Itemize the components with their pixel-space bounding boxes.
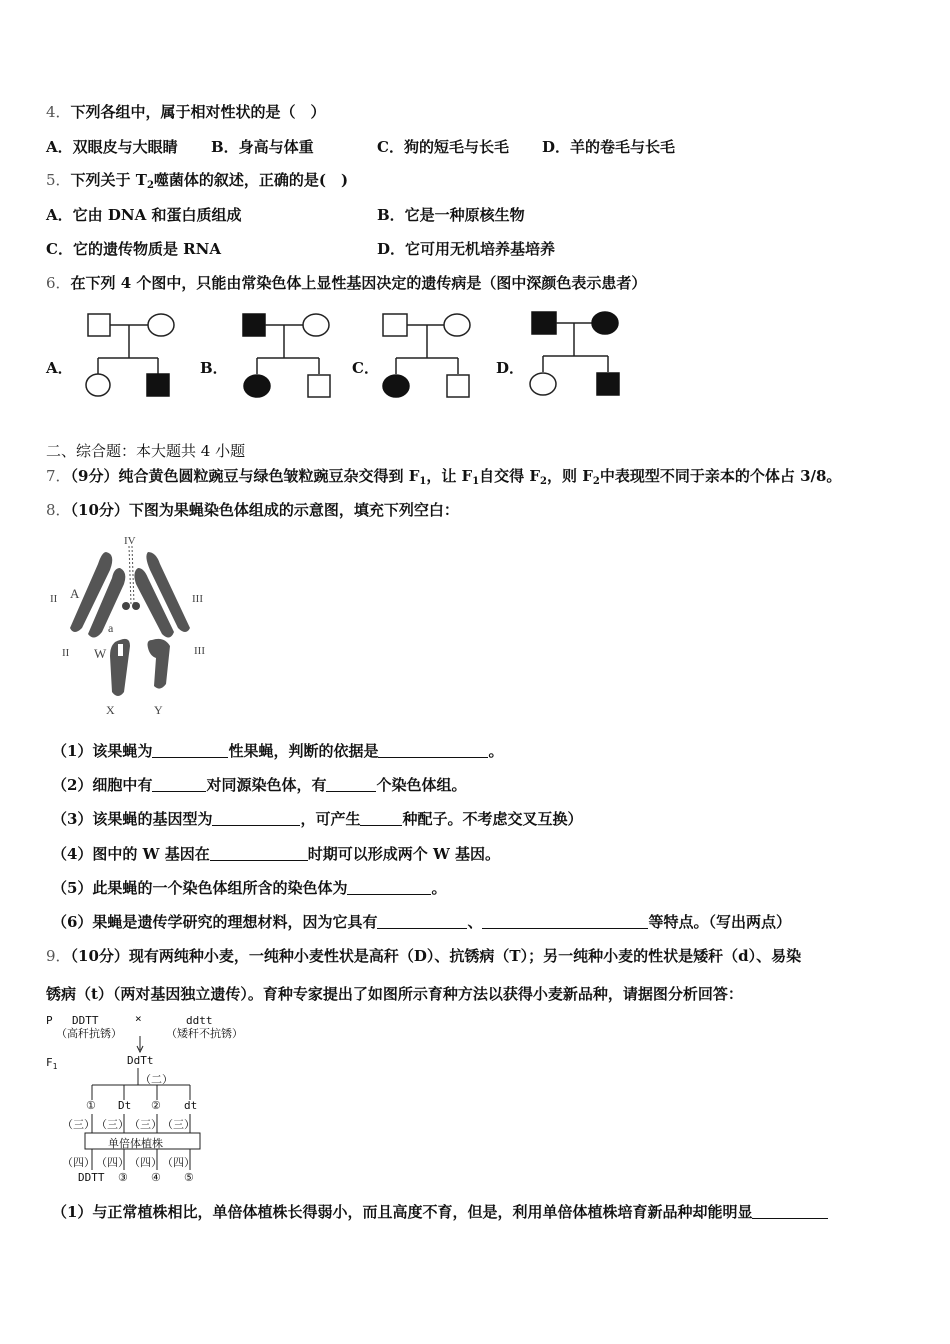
result-1: DDTT xyxy=(78,1171,105,1184)
diagram-f1-label xyxy=(46,1056,57,1071)
answer-blank[interactable] xyxy=(212,810,300,826)
q8-sub-4 xyxy=(52,844,500,864)
q9-stem-line-1 xyxy=(46,946,801,966)
diagram-parent-2: ddtt xyxy=(186,1014,213,1027)
answer-blank[interactable] xyxy=(152,776,206,792)
q7-text xyxy=(46,466,841,492)
q9-s1-text: （1）与正常植株相比，单倍体植株长得弱小，而且高度不育，但是，利用单倍体植株培育新品种却能明显 xyxy=(52,1203,753,1221)
q7-part-5: 中表现型不同于亲本的个体占 3/8。 xyxy=(599,467,842,485)
step-4-b: （四） xyxy=(96,1156,129,1169)
q4-stem xyxy=(46,102,326,122)
q6-number: 6． xyxy=(46,274,71,292)
pedigree-b xyxy=(240,310,340,402)
q8-stem xyxy=(46,500,459,520)
result-4: ⑤ xyxy=(184,1171,194,1184)
q7-number: 7． xyxy=(46,467,71,485)
q8-sub-3 xyxy=(52,809,582,829)
q4-option-a: A．双眼皮与大眼睛 xyxy=(46,138,178,156)
q5-option-a: A．它由 DNA 和蛋白质组成 xyxy=(46,206,242,224)
answer-blank[interactable] xyxy=(378,742,488,758)
f1-text: F xyxy=(46,1056,53,1069)
answer-blank[interactable] xyxy=(347,879,431,895)
q4-text: 下列各组中，属于相对性状的是（ ） xyxy=(70,103,326,121)
haploid-plant-box: 单倍体植株 xyxy=(108,1137,163,1150)
q6-label-b: B． xyxy=(200,359,228,377)
q8-sub-6 xyxy=(52,912,791,932)
q7-part-1: （9分）纯合黄色圆粒豌豆与绿色皱粒豌豆杂交得到 F xyxy=(70,467,420,485)
q8-text: （10分）下图为果蝇染色体组成的示意图，填充下列空白： xyxy=(70,501,459,519)
answer-blank[interactable] xyxy=(482,913,648,929)
diagram-p-label: P xyxy=(46,1014,53,1027)
q5-number: 5． xyxy=(46,171,71,189)
gamete-2: Dt xyxy=(118,1099,132,1112)
answer-blank[interactable] xyxy=(152,742,228,758)
q6-text: 在下列 4 个图中，只能由常染色体上显性基因决定的遗传病是（图中深颜色表示患者） xyxy=(70,274,647,292)
q8-sub-5 xyxy=(52,878,446,898)
q5-text-a: 下列关于 T xyxy=(70,171,147,189)
q8-s6-text-b: 、 xyxy=(467,913,483,931)
pedigree-a xyxy=(85,310,185,402)
q5-option-d: D．它可用无机培养基培养 xyxy=(377,240,556,258)
q7-part-3: 自交得 F xyxy=(479,467,541,485)
q8-s2-text-b: 对同源染色体，有 xyxy=(206,776,327,794)
diagram-cross: × xyxy=(135,1012,142,1025)
label-allele-a-upper: A xyxy=(70,586,80,601)
q8-s2-text-a: （2）细胞中有 xyxy=(52,776,153,794)
q4-option-d: D．羊的卷毛与长毛 xyxy=(542,138,676,156)
q5-option-c: C．它的遗传物质是 RNA xyxy=(46,240,221,258)
gamete-4: dt xyxy=(184,1099,198,1112)
q7-sub-1: 1 xyxy=(419,476,427,487)
q8-s1-text-c: 。 xyxy=(488,742,504,760)
q5-option-b: B．它是一种原核生物 xyxy=(377,206,525,224)
diagram-parent-1-note: （高秆抗锈） xyxy=(56,1027,122,1040)
gamete-3: ② xyxy=(151,1099,161,1112)
label-x-chromosome: X xyxy=(106,703,115,717)
q7-sub-2: 1 xyxy=(472,476,480,487)
q7-sub-3: 2 xyxy=(540,476,548,487)
answer-blank[interactable] xyxy=(377,913,467,929)
q6-label-a: A． xyxy=(46,359,73,377)
q8-sub-1 xyxy=(52,741,503,761)
q8-sub-2 xyxy=(52,775,466,795)
f1-subscript: 1 xyxy=(52,1062,58,1071)
answer-blank[interactable] xyxy=(326,776,376,792)
q5-text-b: 噬菌体的叙述，正确的是( ) xyxy=(153,171,349,189)
diagram-parent-2-note: （矮秆不抗锈） xyxy=(166,1027,243,1040)
step-4-c: （四） xyxy=(129,1156,162,1169)
q6-label-d: D． xyxy=(496,359,525,377)
fruit-fly-chromosome-figure xyxy=(44,532,224,717)
result-2: ③ xyxy=(118,1171,128,1184)
q8-s3-text-b: ，可产生 xyxy=(300,810,361,828)
q5-stem xyxy=(46,170,348,196)
label-y-chromosome: Y xyxy=(154,703,163,717)
label-ii-bottom: II xyxy=(62,647,70,659)
label-ii-top: II xyxy=(50,593,58,605)
label-iii-top: III xyxy=(192,593,203,605)
q8-s3-text-a: （3）该果蝇的基因型为 xyxy=(52,810,213,828)
label-iv: IV xyxy=(124,535,136,547)
q8-s4-text-a: （4）图中的 W 基因在 xyxy=(52,845,210,863)
q8-s1-text-b: 性果蝇，判断的依据是 xyxy=(228,742,379,760)
answer-blank[interactable] xyxy=(752,1203,828,1219)
label-gene-w: W xyxy=(94,646,107,661)
step-3-d: （三） xyxy=(162,1118,195,1131)
label-iii-bottom: III xyxy=(194,645,205,657)
q7-part-4: ，则 F xyxy=(547,467,593,485)
step-4-a: （四） xyxy=(62,1156,95,1169)
result-3: ④ xyxy=(151,1171,161,1184)
q8-s3-text-c: 种配子。不考虑交叉互换） xyxy=(402,810,583,828)
label-allele-a-lower: a xyxy=(108,621,114,635)
gamete-1: ① xyxy=(86,1099,96,1112)
q8-s6-text-c: 等特点。（写出两点） xyxy=(648,913,791,931)
q8-s4-text-b: 时期可以形成两个 W 基因。 xyxy=(307,845,501,863)
diagram-parent-1: DDTT xyxy=(72,1014,99,1027)
pedigree-d xyxy=(528,306,628,398)
q8-s5-text-b: 。 xyxy=(431,879,447,897)
diagram-f1-genotype: DdTt xyxy=(127,1054,154,1067)
q8-s6-text-a: （6）果蝇是遗传学研究的理想材料，因为它具有 xyxy=(52,913,378,931)
step-4-d: （四） xyxy=(162,1156,195,1169)
pedigree-c xyxy=(380,310,480,402)
q6-label-c: C． xyxy=(352,359,379,377)
step-3-b: （三） xyxy=(96,1118,129,1131)
q5-subscript: 2 xyxy=(146,180,154,191)
diagram-step-2: （二） xyxy=(140,1073,173,1086)
q8-s5-text-a: （5）此果蝇的一个染色体组所含的染色体为 xyxy=(52,879,348,897)
answer-blank[interactable] xyxy=(360,810,402,826)
q6-stem xyxy=(46,273,646,293)
q4-option-c: C．狗的短毛与长毛 xyxy=(377,138,509,156)
q8-s2-text-c: 个染色体组。 xyxy=(376,776,467,794)
answer-blank[interactable] xyxy=(210,845,308,861)
q8-number: 8． xyxy=(46,501,71,519)
q8-s1-text-a: （1）该果蝇为 xyxy=(52,742,153,760)
q4-option-b: B．身高与体重 xyxy=(211,138,314,156)
step-3-a: （三） xyxy=(62,1118,95,1131)
q7-part-2: ，让 F xyxy=(426,467,473,485)
q9-text-1: （10分）现有两纯种小麦，一纯种小麦性状是高秆（D）、抗锈病（T）；另一纯种小麦的性状是矮秆（d）、易染 xyxy=(70,947,802,965)
step-3-c: （三） xyxy=(129,1118,162,1131)
q9-sub-1 xyxy=(52,1202,828,1222)
q9-number: 9． xyxy=(46,947,71,965)
q7-sub-4: 2 xyxy=(592,476,600,487)
section-2-heading: 二、综合题：本大题共 4 小题 xyxy=(46,442,246,460)
q9-stem-line-2: 锈病（t）（两对基因独立遗传）。育种专家提出了如图所示育种方法以获得小麦新品种，请据图分析回答： xyxy=(46,985,743,1003)
q4-number: 4． xyxy=(46,103,71,121)
